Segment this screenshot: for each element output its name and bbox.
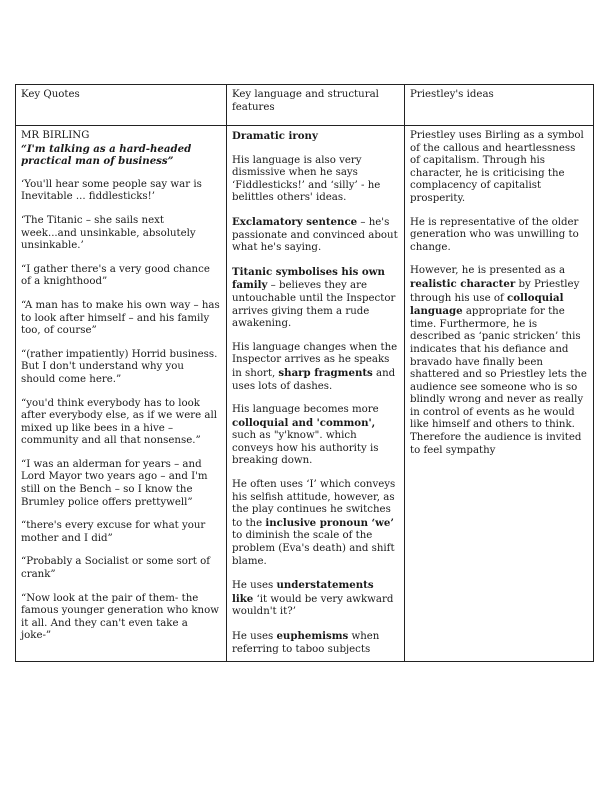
idea-paragraph — [410, 265, 587, 457]
feature-paragraph — [232, 266, 398, 331]
feature-paragraph — [232, 342, 398, 393]
quote-item: ‘You'll hear some people say war is Inevitable ... fiddlesticks!’ — [21, 178, 202, 203]
analysis-table — [15, 84, 594, 662]
idea-paragraph: He is representative of the older generation who was unwilling to change. — [410, 216, 579, 253]
feature-paragraph — [232, 479, 398, 568]
features-cell — [227, 126, 405, 662]
feature-term: Dramatic irony — [232, 130, 318, 142]
quote-item: “there's every excuse for what your mother and I did” — [21, 520, 206, 544]
quote-item: “(rather impatiently) Horrid business. But I don't understand why you should come here.” — [21, 348, 218, 385]
feature-term: colloquial and 'common', — [232, 416, 376, 429]
feature-term: Exclamatory sentence — [232, 215, 358, 228]
feature-text: ‘it would be very awkward wouldn't it?’ — [232, 593, 394, 618]
header-key-quotes: Key Quotes — [16, 85, 227, 126]
header-priestley-ideas: Priestley's ideas — [405, 85, 594, 126]
feature-term: inclusive pronoun ‘we’ — [265, 516, 394, 529]
quote-item: “Probably a Socialist or some sort of crank” — [21, 556, 210, 581]
idea-text: by Priestley through his use of — [410, 278, 580, 304]
header-language-features: Key language and structural features — [227, 85, 405, 126]
feature-text: His language becomes more — [232, 404, 379, 416]
quote-item: ‘The Titanic – she sails next week...and unsinkable, absolutely unsinkable.’ — [21, 214, 196, 252]
ideas-cell — [405, 126, 594, 662]
feature-term: understatements like — [232, 579, 374, 605]
quote-item: “I gather there's a very good chance of a knighthood” — [21, 263, 210, 288]
header-row — [16, 85, 594, 126]
character-name: MR BIRLING — [21, 130, 90, 141]
feature-term: sharp fragments — [278, 366, 373, 379]
feature-paragraph — [232, 216, 398, 255]
quote-item: “you'd think everybody has to look after everybody else, as if we were all mixed up like bees in a hive – community and all that nonsense.” — [21, 397, 217, 447]
feature-paragraph — [232, 579, 398, 619]
feature-paragraph — [232, 630, 398, 656]
idea-term: realistic character — [410, 277, 516, 290]
feature-text: such as "y'know". which conveys how his authority is breaking down. — [232, 430, 379, 467]
feature-text: to diminish the scale of the problem (Eva's death) and shift blame. — [232, 530, 395, 567]
feature-paragraph — [232, 404, 398, 468]
key-quote: “I'm talking as a hard-headed practical man of business” — [21, 142, 192, 168]
idea-text: appropriate for the time. Furthermore, he is described as ‘panic stricken’ this indicates that his defiance and bravado have finally been shattered and so Priestley lets the audience see someone who is so blindly wrong and never as really in control of events as he would like himself and others to think. Therefore the audience is invited to feel sympathy — [410, 306, 587, 456]
content-row — [16, 126, 594, 662]
idea-text: However, he is presented as a — [410, 265, 566, 277]
quote-block-intro — [21, 130, 220, 168]
quotes-cell — [16, 126, 227, 662]
feature-text: when referring to taboo subjects — [232, 631, 380, 655]
feature-text: – believes they are untouchable until the Inspector arrives giving them a rude awakening. — [232, 280, 396, 330]
quote-item: “Now look at the pair of them- the famous younger generation who know it all. And they can't even take a joke-” — [21, 592, 219, 642]
feature-text: He uses — [232, 631, 277, 642]
feature-term: euphemisms — [276, 630, 349, 642]
idea-paragraph: Priestley uses Birling as a symbol of the callous and heartlessness of capitalism. Through his character, he is criticising the complacency of capitalist prosperity. — [410, 130, 584, 204]
feature-text: His language changes when the Inspector arrives as he speaks in short, — [232, 341, 398, 379]
feature-text: and uses lots of dashes. — [232, 367, 396, 392]
feature-text: – he's passionate and convinced about what he's saying. — [232, 216, 398, 254]
feature-heading — [232, 130, 398, 144]
quote-item: “A man has to make his own way – has to look after himself – and his family too, of course” — [21, 299, 220, 337]
feature-term: Titanic symbolises his own family — [232, 265, 385, 292]
feature-paragraph: His language is also very dismissive when he says ‘Fiddlesticks!’ and ‘silly’ - he belittles others' ideas. — [232, 154, 381, 204]
feature-text: He uses — [232, 580, 277, 592]
feature-text: He often uses ‘I’ which conveys his selfish attitude, however, as the play continues he switches to the — [232, 479, 396, 529]
idea-term: colloquial language — [410, 291, 564, 318]
quote-item: “I was an alderman for years – and Lord Mayor two years ago – and I'm still on the Bench – so I know the Brumley police offers prettywell” — [21, 458, 208, 508]
